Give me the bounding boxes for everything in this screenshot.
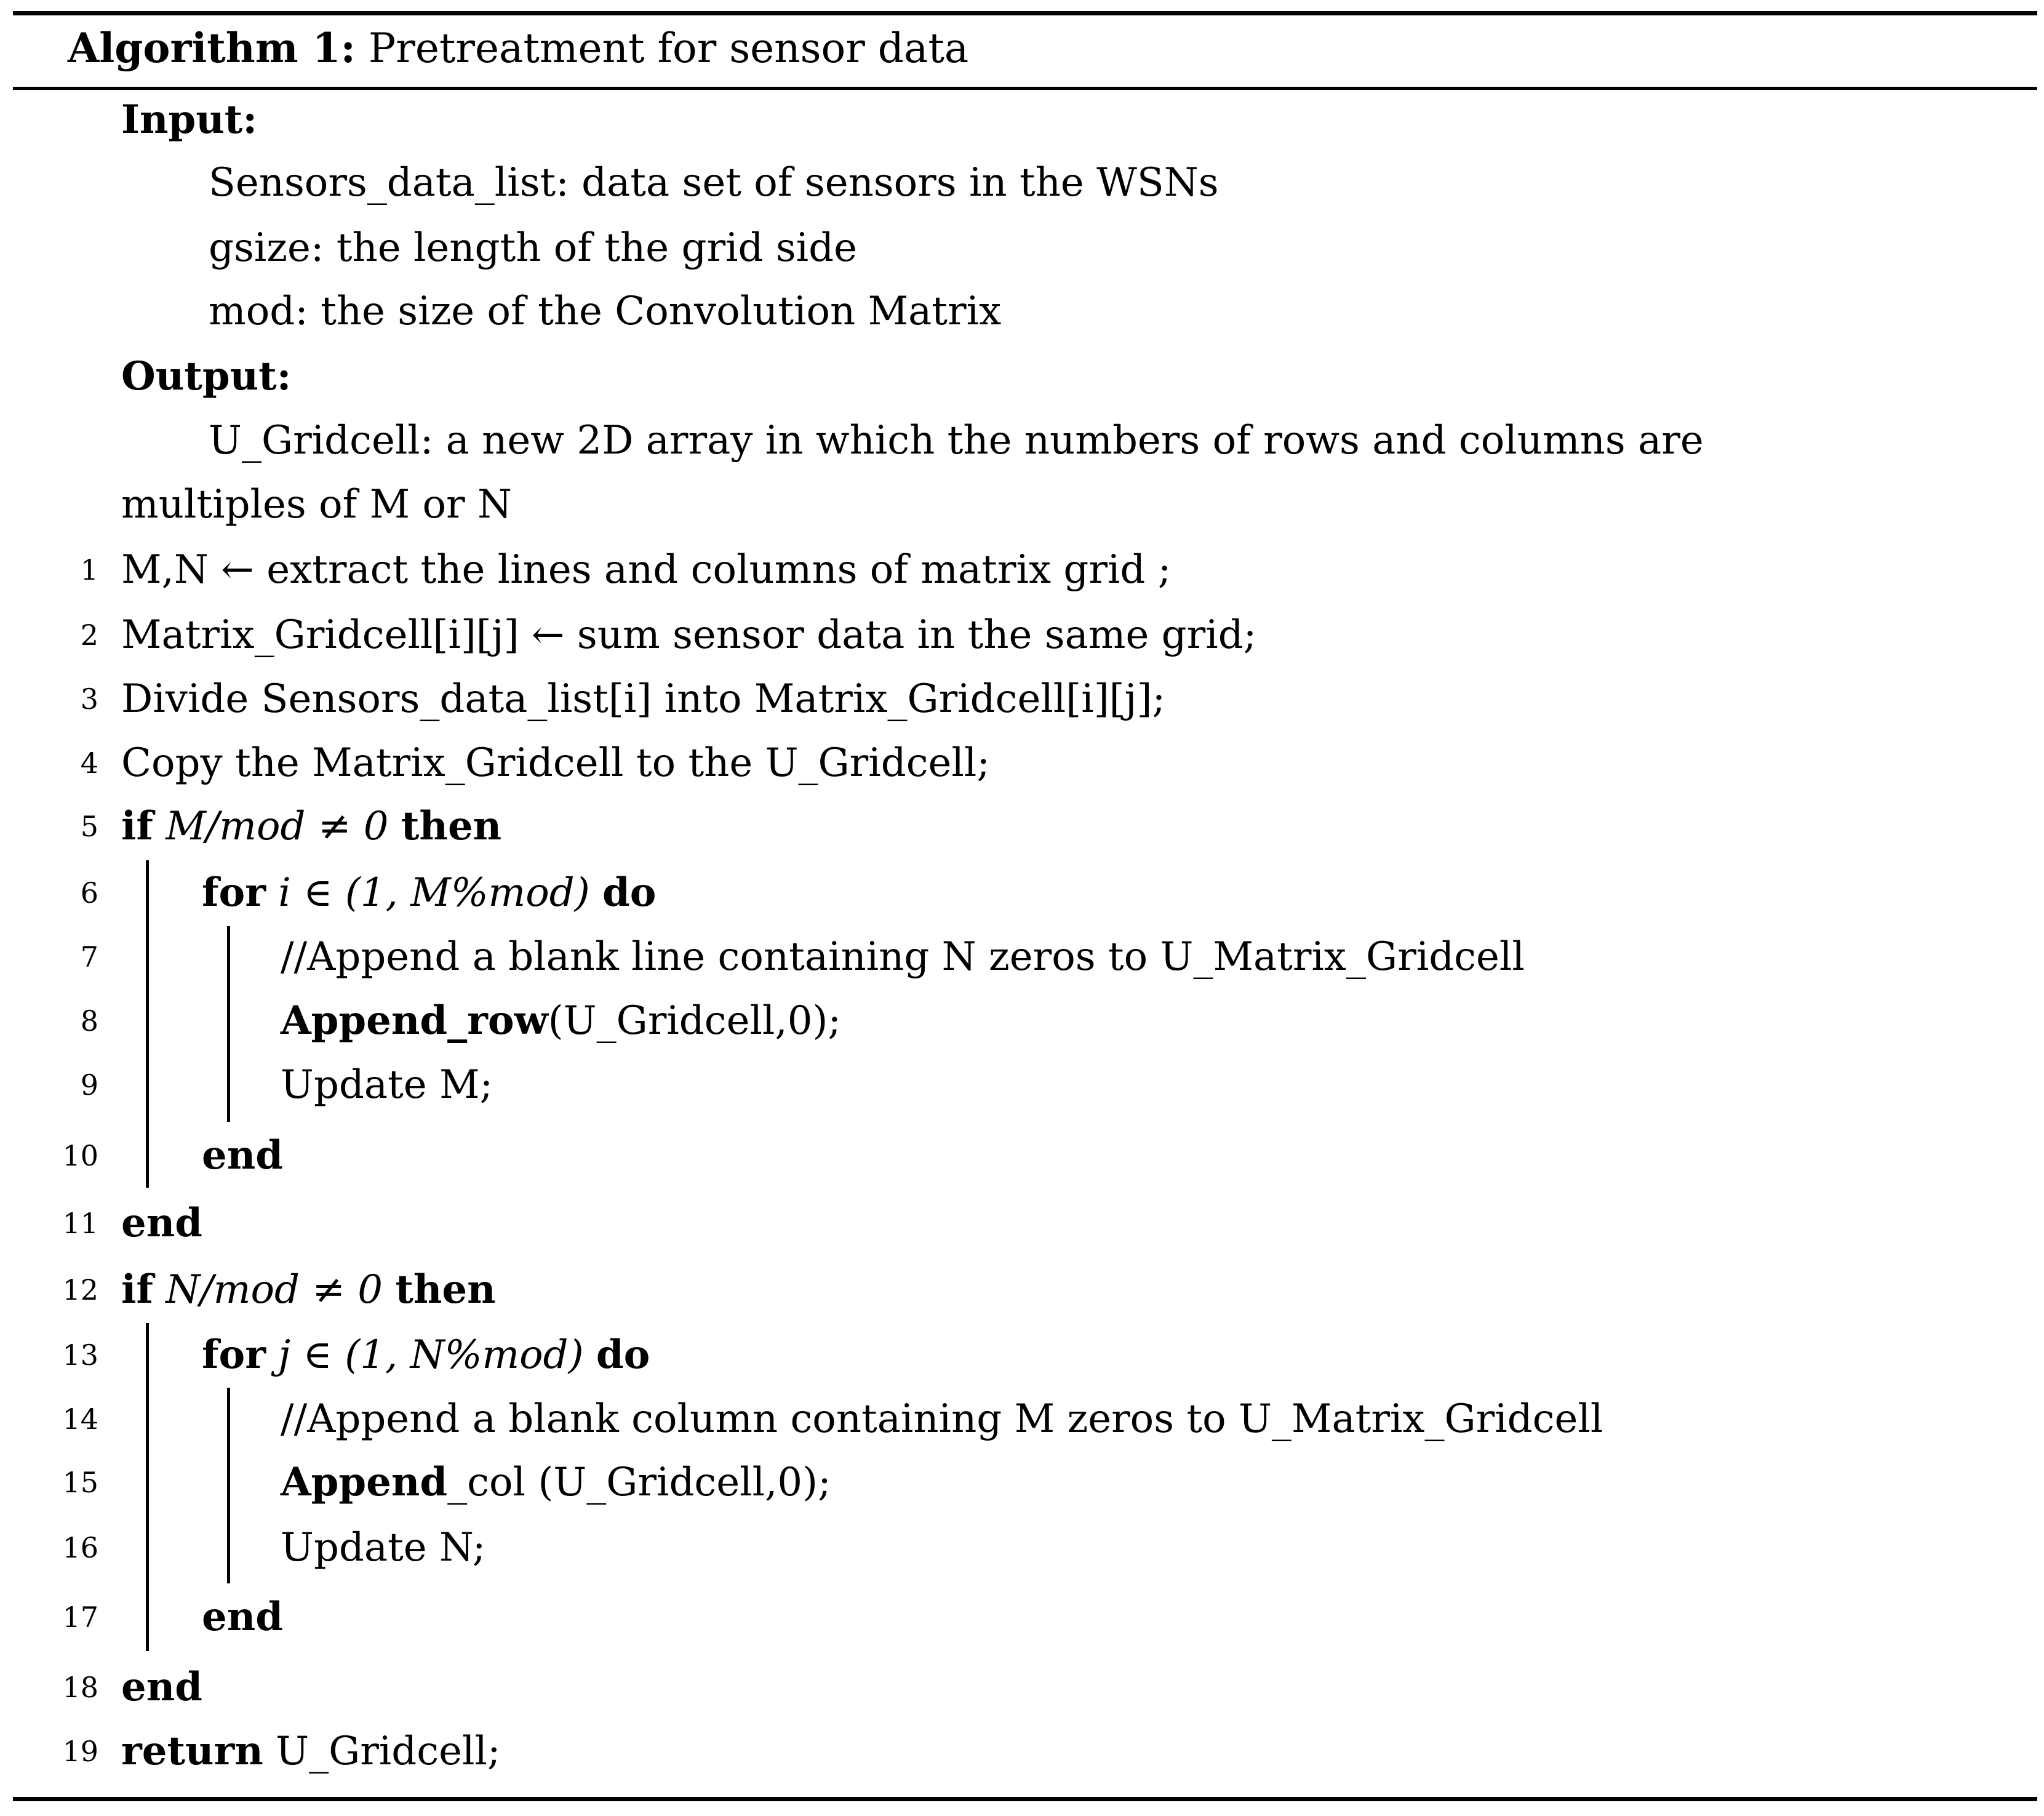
code-line-11: end <box>121 1200 202 1246</box>
code-line-17: end <box>202 1594 283 1640</box>
keyword-then: then <box>401 803 502 849</box>
function-args: (U_Gridcell,0); <box>548 998 841 1044</box>
line-number: 6 <box>80 876 98 910</box>
keyword-return: return <box>121 1728 263 1774</box>
for-block-bar <box>227 1388 230 1583</box>
code-line-10: end <box>202 1132 283 1178</box>
line-number: 3 <box>80 682 98 716</box>
code-line-14: //Append a blank column containing M zeros to U_Matrix_Gridcell <box>281 1396 1603 1442</box>
keyword-do: do <box>596 1332 650 1378</box>
algorithm-title: Pretreatment for sensor data <box>368 25 969 72</box>
line-number: 9 <box>80 1068 98 1102</box>
keyword-for: for <box>202 1332 266 1378</box>
line-number: 12 <box>62 1273 98 1306</box>
line-number: 10 <box>62 1139 98 1172</box>
function-args: _col (U_Gridcell,0); <box>447 1460 831 1505</box>
loop-expr: j ∈ (1, N%mod) <box>278 1332 584 1378</box>
code-line-12 <box>121 1265 496 1314</box>
code-line-16: Update N; <box>281 1525 486 1570</box>
algorithm-caption <box>68 23 968 73</box>
input-mod: mod: the size of the Convolution Matrix <box>209 289 1002 334</box>
function-append-row: Append_row <box>281 998 548 1044</box>
algorithm-label: Algorithm 1: <box>68 24 356 72</box>
code-line-4: Copy the Matrix_Gridcell to the U_Gridcell; <box>121 740 990 786</box>
input-gsize: gsize: the length of the grid side <box>209 225 857 271</box>
loop-expr: i ∈ (1, M%mod) <box>278 870 590 916</box>
line-number: 16 <box>62 1531 98 1564</box>
output-description: U_Gridcell: a new 2D array in which the numbers of rows and columns are <box>209 418 1704 463</box>
line-number: 18 <box>62 1671 98 1704</box>
code-line-1: M,N ← extract the lines and columns of matrix grid ; <box>121 547 1172 593</box>
line-number: 11 <box>62 1207 98 1240</box>
line-number: 7 <box>80 940 98 974</box>
line-number: 5 <box>80 810 98 843</box>
line-number: 1 <box>80 553 98 586</box>
input-label: Input: <box>121 97 257 143</box>
keyword-if: if <box>121 1266 153 1313</box>
line-number: 8 <box>80 1004 98 1038</box>
input-sensors-data-list: Sensors_data_list: data set of sensors in the WSNs <box>209 160 1219 206</box>
code-line-5 <box>121 802 501 851</box>
top-rule <box>13 11 2037 15</box>
code-line-19 <box>121 1727 500 1776</box>
function-append-col: Append <box>281 1459 448 1505</box>
code-line-13 <box>202 1330 650 1380</box>
line-number: 17 <box>62 1601 98 1634</box>
line-number: 14 <box>62 1402 98 1436</box>
keyword-for: for <box>202 870 266 916</box>
return-value: U_Gridcell; <box>263 1729 501 1774</box>
condition-expr: N/mod ≠ 0 <box>166 1267 383 1313</box>
code-line-8 <box>281 996 841 1046</box>
code-line-3: Divide Sensors_data_list[i] into Matrix_Gridcell[i][j]; <box>121 676 1165 722</box>
code-line-9: Update M; <box>281 1062 493 1108</box>
code-line-6 <box>202 868 656 918</box>
keyword-then: then <box>395 1266 496 1313</box>
if-block-bar <box>146 860 149 1188</box>
header-rule <box>13 87 2037 90</box>
if-block-bar <box>146 1323 149 1651</box>
code-line-2: Matrix_Gridcell[i][j] ← sum sensor data in the same grid; <box>121 612 1257 658</box>
code-line-15 <box>281 1458 831 1507</box>
keyword-if: if <box>121 803 153 849</box>
line-number: 15 <box>62 1466 98 1499</box>
output-description-cont: multiples of M or N <box>121 482 512 527</box>
line-number: 2 <box>80 618 98 652</box>
for-block-bar <box>227 926 230 1122</box>
code-line-7: //Append a blank line containing N zeros to U_Matrix_Gridcell <box>281 934 1525 980</box>
line-number: 4 <box>80 746 98 780</box>
keyword-do: do <box>602 870 657 916</box>
code-line-18: end <box>121 1664 202 1710</box>
condition-expr: M/mod ≠ 0 <box>166 804 389 849</box>
line-number: 19 <box>62 1735 98 1768</box>
output-label: Output: <box>121 353 292 399</box>
line-number: 13 <box>62 1338 98 1372</box>
bottom-rule <box>13 1797 2037 1801</box>
